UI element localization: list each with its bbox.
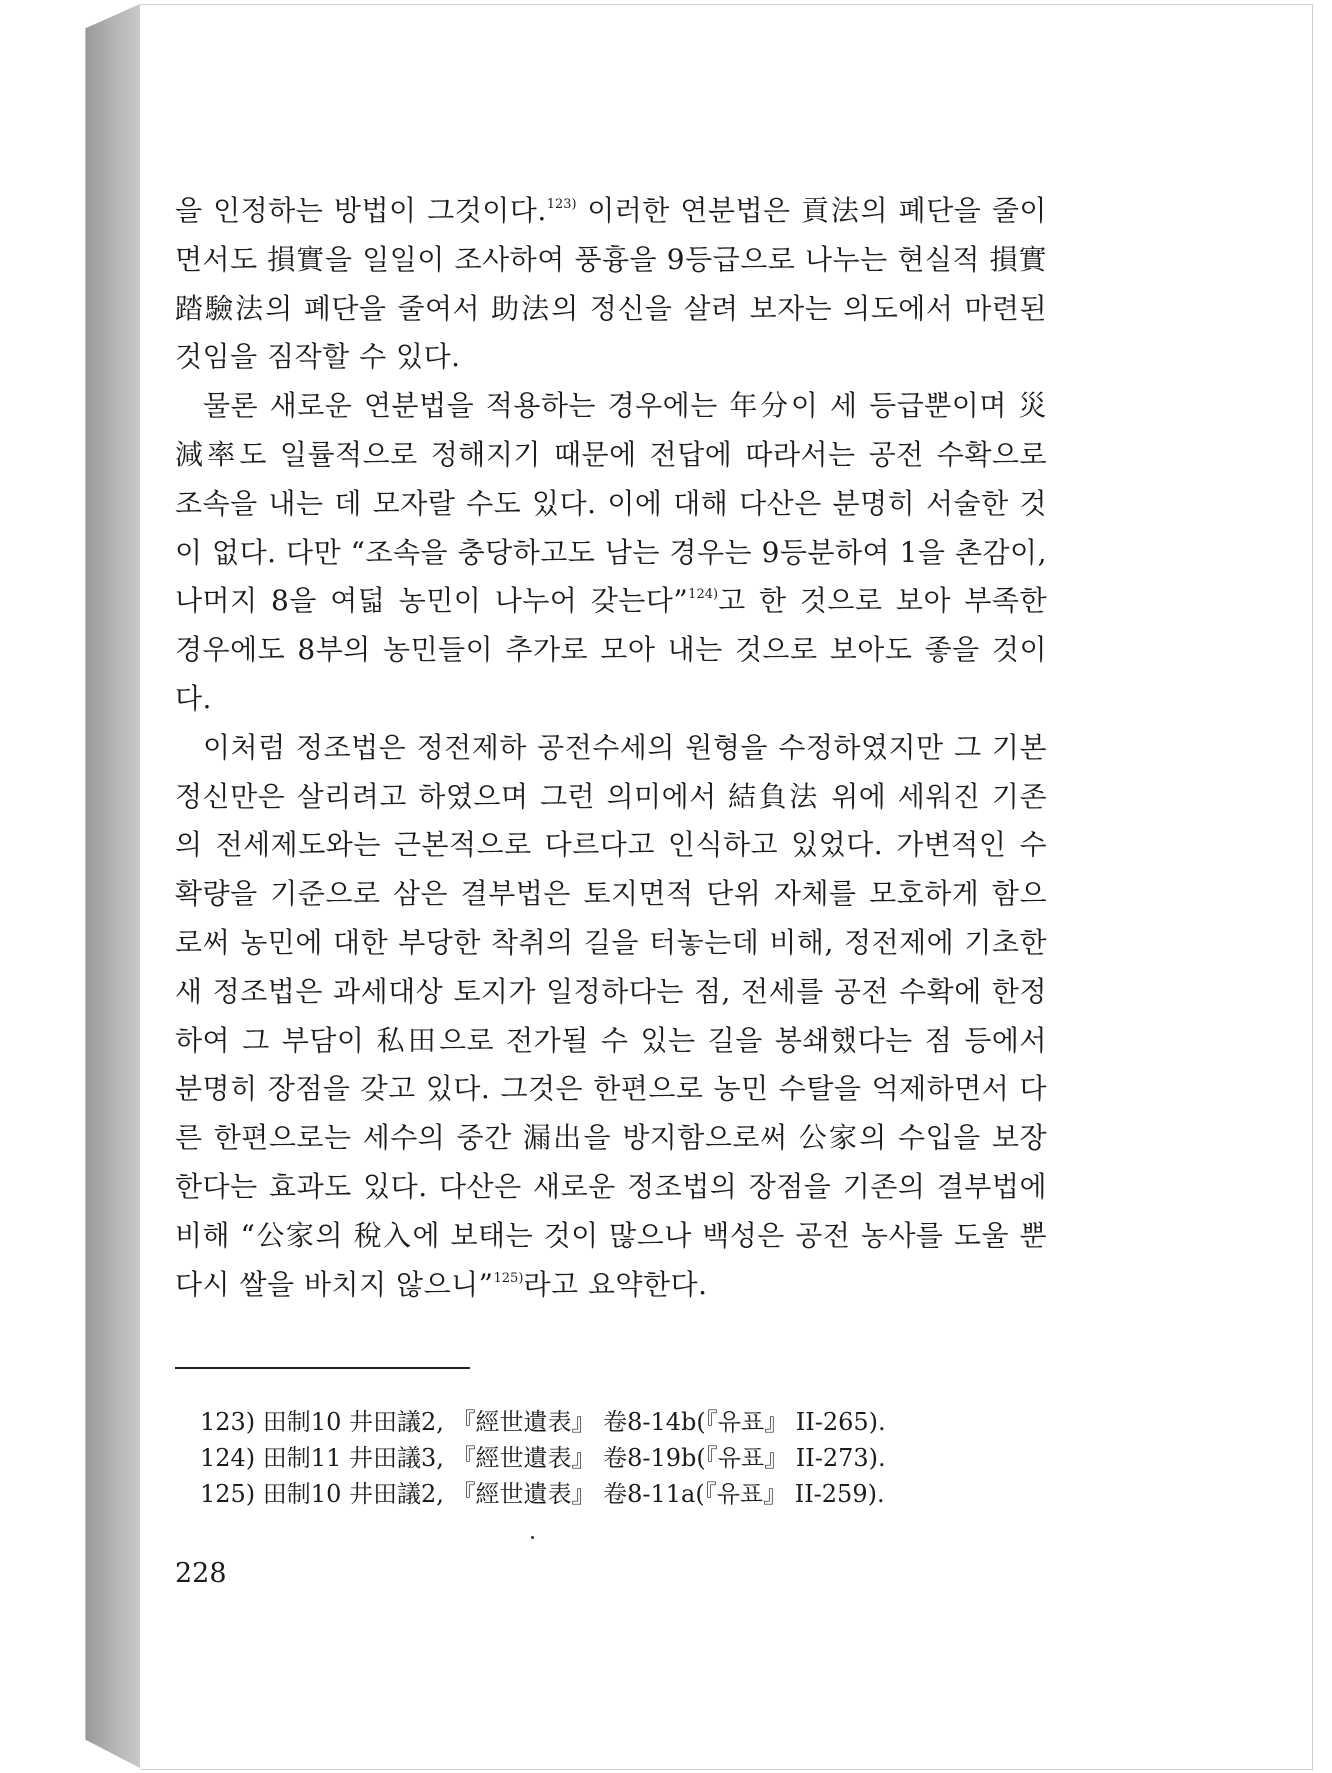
paragraph-1-text-a: 을 인정하는 방법이 그것이다.: [175, 194, 547, 227]
page-number: 228: [175, 1558, 227, 1589]
body-text: [175, 187, 1047, 1309]
footnote-125: 125) 田制10 井田議2, 『經世遺表』 卷8-11a(『유표』 II-259).: [200, 1480, 885, 1508]
paragraph-2-text-a: 물론 새로운 연분법을 적용하는 경우에는 年分이 세 등급뿐이며 災減率도 일률적으로 정해지기 때문에 전답에 따라서는 공전 수확으로 조속을 내는 데 모자랄 수도 있다. 이에 대해 다산은 분명히 서술한 것이 없다. 다만 “조속을 충당하고도 남는 경우는 9등분하여 1을 촌감이, 나머지 8을 여덟 농민이 나누어 갖는다”: [175, 389, 1047, 618]
paragraph-2: [175, 382, 1047, 724]
paragraph-3-text-a: 이처럼 정조법은 정전제하 공전수세의 원형을 수정하였지만 그 기본 정신만은 살리려고 하였으며 그런 의미에서 結負法 위에 세워진 기존의 전세제도와는 근본적으로 다르다고 인식하고 있었다. 가변적인 수확량을 기준으로 삼은 결부법은 토지면적 단위 자체를 모호하게 함으로써 농민에 대한 부당한 착취의 길을 터놓는데 비해, 정전제에 기초한 새 정조법은 과세대상 토지가 일정하다는 점, 전세를 공전 수확에 한정하여 그 부담이 私田으로 전가될 수 있는 길을 봉쇄했다는 점 등에서 분명히 장점을 갖고 있다. 그것은 한편으로 농민 수탈을 억제하면서 다른 한편으로는 세수의 중간 漏出을 방지함으로써 公家의 수입을 보장한다는 효과도 있다. 다산은 새로운 정조법의 장점을 기존의 결부법에 비해 “公家의 稅入에 보태는 것이 많으나 백성은 공전 농사를 도울 뿐 다시 쌀을 바치지 않으니”: [175, 730, 1047, 1301]
paragraph-1: [175, 187, 1047, 382]
footnote-divider: [175, 1367, 470, 1369]
paragraph-2-text-b: 고 한 것으로 보아 부족한 경우에도 8부의 농민들이 추가로 모아 내는 것으로 보아도 좋을 것이다.: [175, 584, 1047, 715]
paragraph-3-text-b: 라고 요약한다.: [523, 1267, 708, 1301]
footnote-ref-125: 125): [493, 1270, 524, 1286]
footnote-ref-123: 123): [546, 197, 577, 212]
footnote-ref-124: 124): [688, 587, 719, 603]
footnotes: [200, 1404, 900, 1512]
paragraph-3: [175, 724, 1047, 1310]
paragraph-1-text-b: 이러한 연분법은 貢法의 폐단을 줄이면서도 損實을 일일이 조사하여 풍흉을 9등급으로 나누는 현실적 損實踏驗法의 폐단을 줄여서 助法의 정신을 살려 보자는 의도에서 마련된 것임을 짐작할 수 있다.: [175, 194, 1047, 374]
footnote-124: 124) 田制11 井田議3, 『經世遺表』 卷8-19b(『유표』 II-273).: [200, 1444, 886, 1472]
footnote-123: 123) 田制10 井田議2, 『經世遺表』 卷8-14b(『유표』 II-265).: [200, 1408, 886, 1436]
print-speck: [531, 1536, 534, 1539]
